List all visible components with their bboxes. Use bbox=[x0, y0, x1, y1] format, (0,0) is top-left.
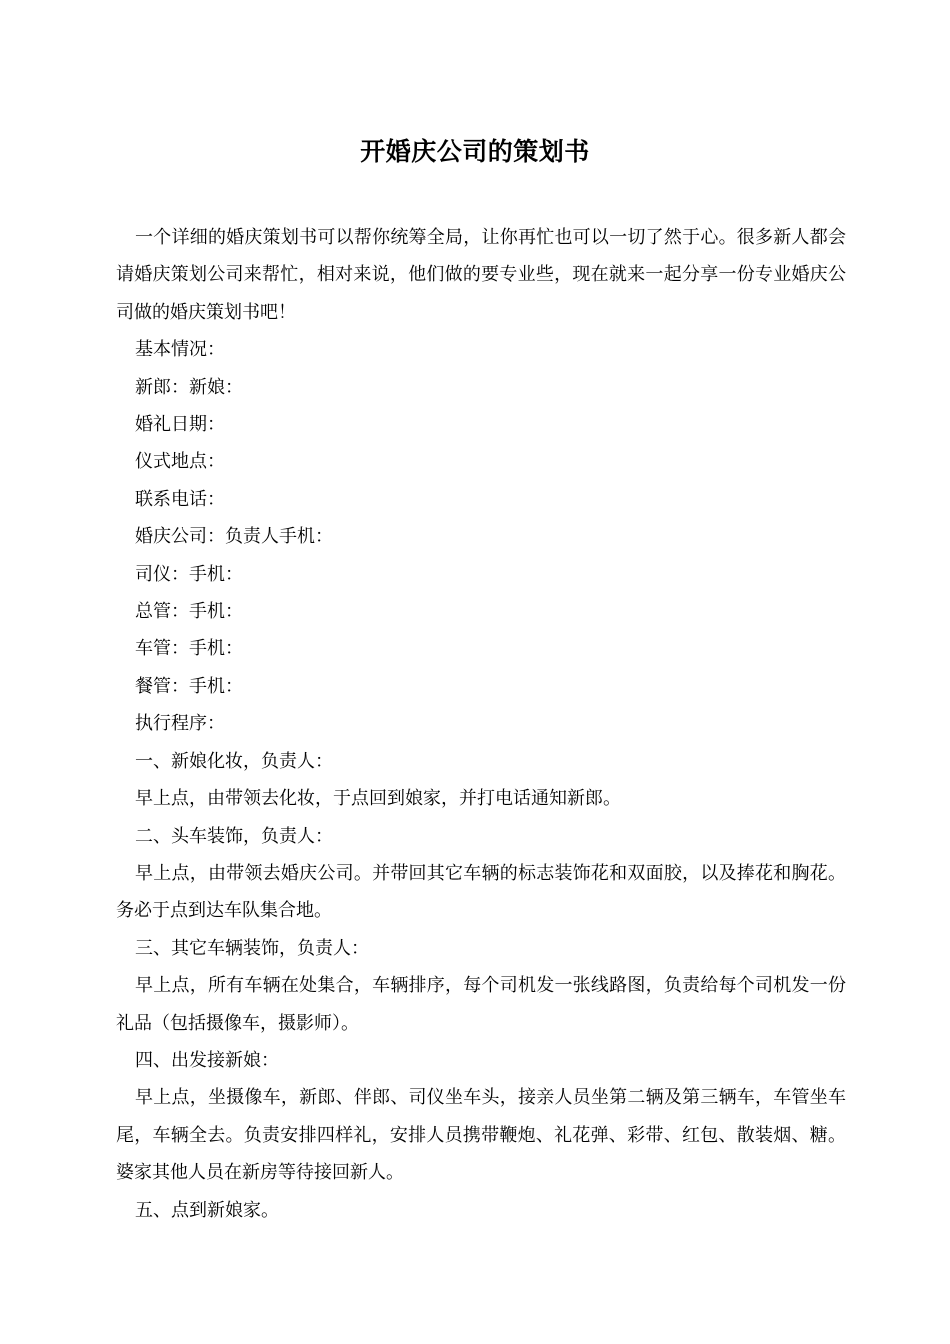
step-1-body: 早上点，由带领去化妆，于点回到娘家，并打电话通知新郎。 bbox=[135, 788, 621, 810]
section-procedure-heading: 执行程序： bbox=[135, 713, 225, 735]
step-2-heading: 二、头车装饰，负责人： bbox=[135, 825, 333, 847]
document-body bbox=[116, 219, 846, 1229]
section-basic-info-heading: 基本情况： bbox=[135, 339, 225, 361]
intro-paragraph: 一个详细的婚庆策划书可以帮你统筹全局，让你再忙也可以一切了然于心。很多新人都会请婚庆策划公司来帮忙，相对来说，他们做的要专业些，现在就来一起分享一份专业婚庆公司做的婚庆策划书吧！ bbox=[116, 227, 846, 323]
general-manager-field: 总管：手机： bbox=[135, 601, 243, 623]
ceremony-location-field: 仪式地点： bbox=[135, 451, 225, 473]
step-3-body: 早上点，所有车辆在处集合，车辆排序，每个司机发一张线路图，负责给每个司机发一份礼品（包括摄像车，摄影师）。 bbox=[116, 975, 846, 1034]
step-3-heading: 三、其它车辆装饰，负责人： bbox=[135, 937, 369, 959]
document-title: 开婚庆公司的策划书 bbox=[360, 137, 590, 166]
contact-phone-field: 联系电话： bbox=[135, 488, 225, 510]
step-2-body: 早上点，由带领去婚庆公司。并带回其它车辆的标志装饰花和双面胶，以及捧花和胸花。务必于点到达车队集合地。 bbox=[116, 862, 846, 922]
step-5-heading: 五、点到新娘家。 bbox=[135, 1199, 279, 1221]
step-1-heading: 一、新娘化妆，负责人： bbox=[135, 750, 333, 772]
catering-manager-field: 餐管：手机： bbox=[135, 675, 243, 697]
step-4-body: 早上点，坐摄像车，新郎、伴郎、司仪坐车头，接亲人员坐第二辆及第三辆车，车管坐车尾，车辆全去。负责安排四样礼，安排人员携带鞭炮、礼花弹、彩带、红包、散装烟、糖。婆家其他人员在新房等待接回新人。 bbox=[116, 1087, 846, 1184]
step-4-heading: 四、出发接新娘： bbox=[135, 1049, 279, 1071]
wedding-date-field: 婚礼日期： bbox=[135, 414, 225, 436]
car-manager-field: 车管：手机： bbox=[135, 638, 243, 660]
emcee-field: 司仪：手机： bbox=[135, 563, 243, 585]
wedding-company-field: 婚庆公司：负责人手机： bbox=[135, 526, 333, 548]
groom-bride-field: 新郎：新娘： bbox=[135, 376, 243, 398]
